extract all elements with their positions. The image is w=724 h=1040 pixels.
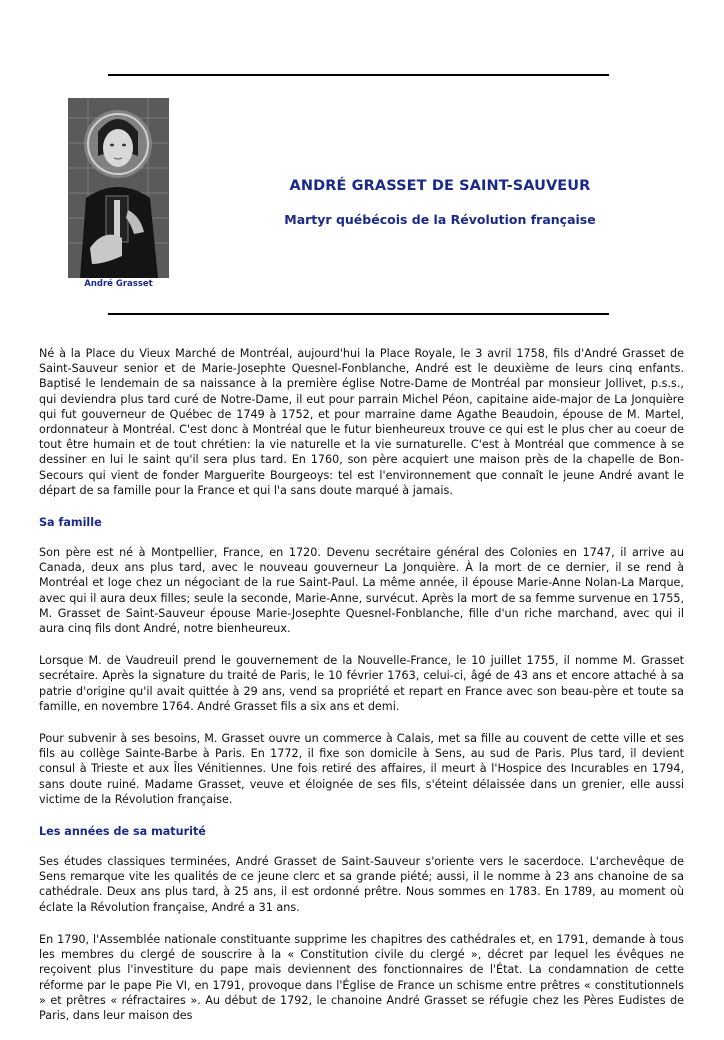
section-heading-maturite: Les années de sa maturité bbox=[39, 825, 206, 839]
section-heading-famille: Sa famille bbox=[39, 516, 102, 530]
portrait-caption: André Grasset bbox=[84, 279, 153, 289]
article-body bbox=[39, 346, 684, 1040]
maturite-paragraph-2: En 1790, l'Assemblée nationale constituante supprime les chapitres des cathédrales et, en 1791, demande à tous les membres du clergé de souscrire à la « Constitution civile du clergé », décret par lequel les évêques ne reçoivent plus l'investiture du pape mais deviennent des fonctionnaires de l'État. La condamnation de cette réforme par le pape Pie VI, en 1791, provoque dans l'Église de France un schisme entre prêtres « constitutionnels » et prêtres « réfractaires ». Au début de 1792, le chanoine André Grasset se réfugie chez les Pères Eudistes de Paris, dans leur maison des bbox=[39, 932, 684, 1022]
famille-paragraph-1: Son père est né à Montpellier, France, en 1720. Devenu secrétaire général des Colonies en 1747, il arrive au Canada, deux ans plus tard, avec le nouveau gouverneur La Jonquière. À la mort de ce dernier, il se rend à Montréal et loge chez un négociant de la rue Saint-Paul. La même année, il épouse Marie-Anne Nolan-La Marque, avec qui il aura deux filles; seule la seconde, Marie-Anne, survécut. Après la mort de sa femme survenue en 1755, M. Grasset de Saint-Sauveur épouse Marie-Josephte Quesnel-Fonblanche, fille d'un riche marchand, avec qui il aura cinq fils dont André, notre bienheureux. bbox=[39, 546, 684, 636]
famille-paragraph-3: Pour subvenir à ses besoins, M. Grasset ouvre un commerce à Calais, met sa fille au couvent de cette ville et ses fils au collège Sainte-Barbe à Paris. En 1772, il fixe son domicile à Sens, au sud de Paris. Plus tard, il devient consul à Trieste et aux Îles Vénitiennes. Une fois retiré des affaires, il meurt à l'Hospice des Incurables en 1794, sans doute ruiné. Madame Grasset, veuve et éloignée de ses fils, s'éteint délaissée dans un grenier, elle aussi victime de la Révolution française. bbox=[39, 732, 684, 806]
priest-portrait-icon bbox=[68, 98, 169, 278]
top-divider bbox=[108, 74, 609, 76]
page-title: ANDRÉ GRASSET DE SAINT-SAUVEUR bbox=[289, 178, 591, 194]
page-subtitle: Martyr québécois de la Révolution française bbox=[284, 212, 596, 227]
intro-paragraph: Né à la Place du Vieux Marché de Montréal, aujourd'hui la Place Royale, le 3 avril 1758, fils d'André Grasset de Saint-Sauveur senior et de Marie-Josephte Quesnel-Fonblanche, André est le deuxième de leurs cinq enfants. Baptisé le lendemain de sa naissance à la première église Notre-Dame de Montréal par monsieur Jollivet, p.s.s., qui deviendra plus tard curé de Notre-Dame, il eut pour parrain Michel Péon, capitaine aide-major de La Jonquière qui fut gouverneur de Québec de 1749 à 1752, et pour marraine dame Agathe Beaudoin, épouse de M. Martel, ordonnateur à Montréal. C'est donc à Montréal que le futur bienheureux trouve ce qui est le plus cher au coeur de tout être humain et de tout chrétien: la vie naturelle et la vie surnaturelle. C'est à Montréal que commence à se dessiner en lui le saint qu'il sera plus tard. En 1760, son père acquiert une maison près de la chapelle de Bon-Secours qui vient de fonder Marguerite Bourgeoys: tel est l'environnement que connaît le jeune André avant le départ de sa famille pour la France et qui l'a sans doute marqué à jamais. bbox=[39, 347, 684, 497]
famille-paragraph-2: Lorsque M. de Vaudreuil prend le gouvernement de la Nouvelle-France, le 10 juillet 1755, il nomme M. Grasset secrétaire. Après la signature du traité de Paris, le 10 février 1763, celui-ci, âgé de 43 ans et encore attaché à sa patrie d'origine qu'il avait quittée à 29 ans, vend sa propriété et repart en France avec son beau-père et toute sa famille, en novembre 1764. André Grasset fils a six ans et demi. bbox=[39, 654, 684, 713]
bottom-divider bbox=[108, 313, 609, 315]
portrait-image bbox=[68, 98, 169, 278]
maturite-paragraph-1: Ses études classiques terminées, André Grasset de Saint-Sauveur s'oriente vers le sacerdoce. L'archevêque de Sens remarque vite les qualités de ce jeune clerc et sa grande piété; aussi, il le nomme à 23 ans chanoine de sa cathédrale. Deux ans plus tard, à 25 ans, il est ordonné prêtre. Nous sommes en 1783. En 1789, au moment où éclate la Révolution française, André a 31 ans. bbox=[39, 855, 684, 914]
